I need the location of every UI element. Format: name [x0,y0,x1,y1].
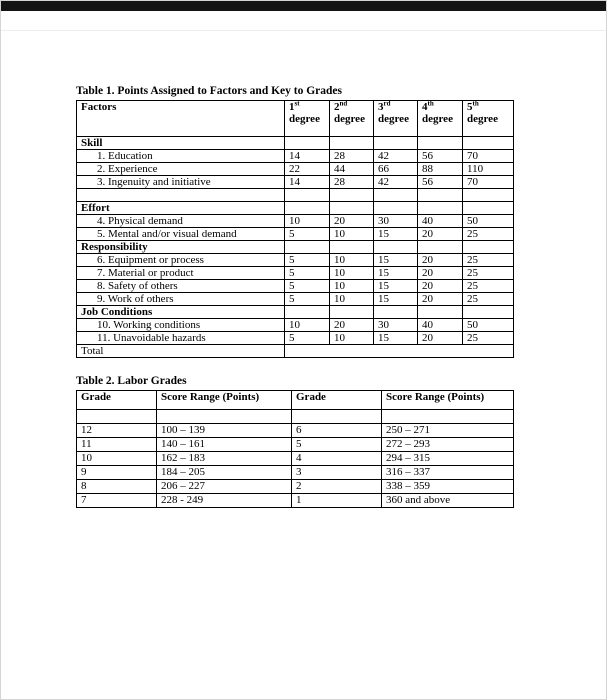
points-cell: 10 [330,254,374,267]
grade-cell: 11 [77,438,157,452]
grade-cell: 2 [292,480,382,494]
score-range-cell: 250 – 271 [382,424,514,438]
table1-row [77,137,514,150]
points-cell: 5 [285,293,330,306]
points-cell: 44 [330,163,374,176]
points-cell [285,241,330,254]
grade-cell: 1 [292,494,382,508]
degree-header: 1st degree [285,101,330,137]
points-cell: 10 [285,215,330,228]
factor-cell: Effort [77,202,285,215]
points-cell: 50 [463,215,514,228]
score-range-cell: 294 – 315 [382,452,514,466]
top-bar [1,1,606,11]
table1 [76,100,514,358]
grade-cell: 10 [77,452,157,466]
factors-header: Factors [77,101,285,137]
degree-header: 5th degree [463,101,514,137]
score-range-cell: 206 – 227 [157,480,292,494]
table2-row [77,452,514,466]
table1-row [77,293,514,306]
points-cell [463,189,514,202]
points-cell: 10 [330,280,374,293]
points-cell [330,241,374,254]
points-cell: 5 [285,254,330,267]
table1-row [77,306,514,319]
table1-row [77,202,514,215]
points-cell: 56 [418,150,463,163]
points-cell [374,189,418,202]
points-cell: 40 [418,215,463,228]
points-cell [418,189,463,202]
grade-cell: 12 [77,424,157,438]
table2 [76,390,514,508]
table2-header-row [77,391,514,410]
table1-row [77,267,514,280]
points-cell [285,202,330,215]
factor-cell [77,189,285,202]
factor-cell: Job Conditions [77,306,285,319]
factor-cell: 9. Work of others [77,293,285,306]
points-cell [463,241,514,254]
points-cell [418,137,463,150]
grade-cell: 4 [292,452,382,466]
points-cell: 10 [330,267,374,280]
grade-cell: 6 [292,424,382,438]
score-range-cell: 100 – 139 [157,424,292,438]
points-cell: 25 [463,332,514,345]
points-cell: 25 [463,280,514,293]
score-range-cell: 338 – 359 [382,480,514,494]
points-cell: 10 [330,293,374,306]
table1-row [77,163,514,176]
table1-row [77,280,514,293]
table2-header-cell: Grade [77,391,157,410]
factor-cell: Responsibility [77,241,285,254]
points-cell [374,202,418,215]
points-cell: 15 [374,228,418,241]
points-cell: 30 [374,319,418,332]
points-cell: 15 [374,332,418,345]
points-cell: 25 [463,228,514,241]
degree-header: 2nd degree [330,101,374,137]
points-cell: 14 [285,150,330,163]
points-cell: 20 [418,280,463,293]
points-cell [330,189,374,202]
points-cell: 20 [330,215,374,228]
points-cell [418,202,463,215]
table2-header-cell: Score Range (Points) [157,391,292,410]
points-cell: 50 [463,319,514,332]
points-cell: 10 [330,228,374,241]
points-cell: 15 [374,280,418,293]
points-cell: 20 [418,332,463,345]
grade-cell [77,410,157,424]
score-range-cell: 272 – 293 [382,438,514,452]
factor-cell: 2. Experience [77,163,285,176]
score-range-cell [382,410,514,424]
score-range-cell: 360 and above [382,494,514,508]
points-cell: 42 [374,176,418,189]
table2-header-cell: Grade [292,391,382,410]
divider-line [1,30,606,31]
table1-header-row [77,101,514,137]
points-cell: 56 [418,176,463,189]
factor-cell: 6. Equipment or process [77,254,285,267]
points-cell [285,189,330,202]
grade-cell: 7 [77,494,157,508]
points-cell: 30 [374,215,418,228]
table1-row [77,176,514,189]
table1-row [77,345,514,358]
table1-title: Table 1. Points Assigned to Factors and Key to Grades [76,85,343,97]
factor-cell: Skill [77,137,285,150]
degree-header: 3rd degree [374,101,418,137]
points-cell: 14 [285,176,330,189]
points-cell: 20 [330,319,374,332]
table1-row [77,254,514,267]
degree-header: 4th degree [418,101,463,137]
factor-cell: 1. Education [77,150,285,163]
points-cell: 20 [418,228,463,241]
points-cell [330,137,374,150]
points-cell: 5 [285,267,330,280]
points-cell: 20 [418,267,463,280]
points-cell: 5 [285,280,330,293]
table1-row [77,150,514,163]
factor-cell: 10. Working conditions [77,319,285,332]
factor-cell: 4. Physical demand [77,215,285,228]
points-cell [330,202,374,215]
document-content [76,85,514,508]
points-cell [374,241,418,254]
points-cell: 15 [374,293,418,306]
points-cell: 70 [463,150,514,163]
factor-cell: 11. Unavoidable hazards [77,332,285,345]
points-cell: 42 [374,150,418,163]
score-range-cell: 140 – 161 [157,438,292,452]
points-cell [418,306,463,319]
total-points-cell [285,345,514,358]
points-cell: 20 [418,293,463,306]
points-cell: 66 [374,163,418,176]
score-range-cell: 316 – 337 [382,466,514,480]
points-cell: 28 [330,176,374,189]
score-range-cell [157,410,292,424]
grade-cell [292,410,382,424]
points-cell: 5 [285,332,330,345]
factor-cell: 7. Material or product [77,267,285,280]
points-cell: 110 [463,163,514,176]
table2-row [77,438,514,452]
grade-cell: 3 [292,466,382,480]
points-cell: 25 [463,293,514,306]
table2-row [77,410,514,424]
table1-row [77,332,514,345]
points-cell [463,306,514,319]
points-cell [374,306,418,319]
points-cell [285,306,330,319]
score-range-cell: 162 – 183 [157,452,292,466]
table2-row [77,424,514,438]
points-cell: 88 [418,163,463,176]
score-range-cell: 184 – 205 [157,466,292,480]
points-cell: 25 [463,267,514,280]
points-cell [463,202,514,215]
points-cell: 70 [463,176,514,189]
factor-cell: 3. Ingenuity and initiative [77,176,285,189]
points-cell: 20 [418,254,463,267]
points-cell: 5 [285,228,330,241]
score-range-cell: 228 - 249 [157,494,292,508]
total-cell: Total [77,345,285,358]
points-cell [374,137,418,150]
grade-cell: 5 [292,438,382,452]
table1-row [77,215,514,228]
table2-row [77,480,514,494]
points-cell: 15 [374,267,418,280]
points-cell: 22 [285,163,330,176]
points-cell: 40 [418,319,463,332]
points-cell: 28 [330,150,374,163]
table2-header-cell: Score Range (Points) [382,391,514,410]
points-cell [330,306,374,319]
table1-row [77,241,514,254]
points-cell [418,241,463,254]
table2-row [77,494,514,508]
table1-row [77,228,514,241]
points-cell: 10 [285,319,330,332]
table1-row [77,189,514,202]
factor-cell: 8. Safety of others [77,280,285,293]
grade-cell: 8 [77,480,157,494]
points-cell: 25 [463,254,514,267]
points-cell [463,137,514,150]
grade-cell: 9 [77,466,157,480]
points-cell [285,137,330,150]
points-cell: 10 [330,332,374,345]
factor-cell: 5. Mental and/or visual demand [77,228,285,241]
points-cell: 15 [374,254,418,267]
table1-row [77,319,514,332]
table2-title: Table 2. Labor Grades [76,375,187,387]
table2-row [77,466,514,480]
